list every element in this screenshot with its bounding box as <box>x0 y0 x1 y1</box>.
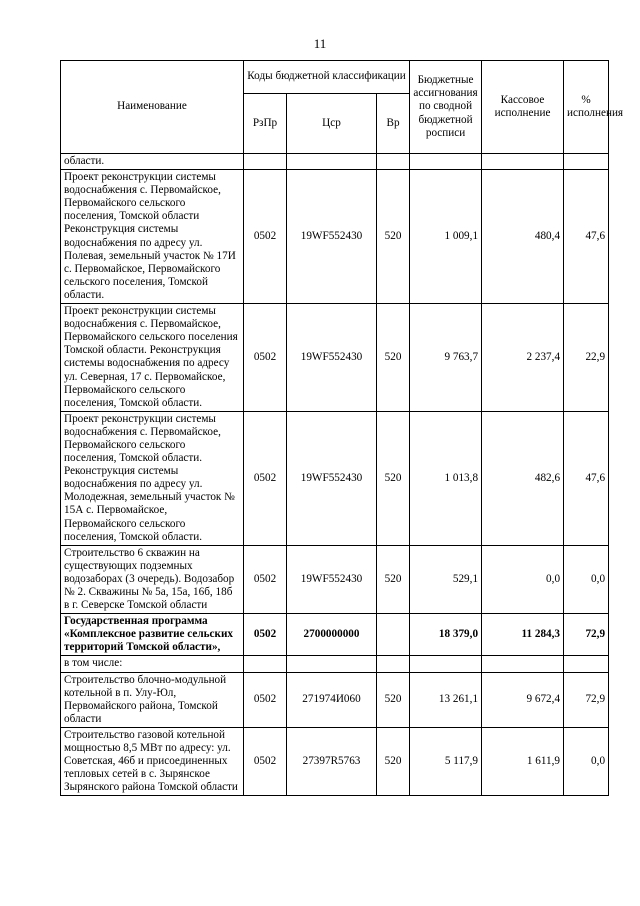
row-cash: 0,0 <box>482 545 564 613</box>
row-csr: 19WF552430 <box>287 304 377 412</box>
row-budget: 529,1 <box>410 545 482 613</box>
row-rzpr: 0502 <box>244 614 287 656</box>
row-name: области. <box>61 154 244 170</box>
table-row-program <box>61 614 609 656</box>
row-vr <box>377 614 410 656</box>
header-budget: Бюджетные ассигнования по сводной бюджетной росписи <box>410 61 482 154</box>
table-row <box>61 170 609 304</box>
row-percent: 0,0 <box>564 545 609 613</box>
budget-table <box>60 60 624 796</box>
row-name: Проект реконструкции системы водоснабжения с. Первомайское, Первомайского сельского поселения, Томской области. Реконструкция системы водоснабжения по адресу ул. Молодежная, земельный участок № 15А с. Первомайское, Первомайского сельского поселения, Томской области. <box>61 411 244 545</box>
row-vr: 520 <box>377 411 410 545</box>
row-vr: 520 <box>377 545 410 613</box>
row-budget: 1 009,1 <box>410 170 482 304</box>
row-rzpr: 0502 <box>244 170 287 304</box>
table-row <box>61 672 609 727</box>
row-vr: 520 <box>377 304 410 412</box>
row-name: Проект реконструкции системы водоснабжения с. Первомайское, Первомайского сельского поселения Томской области. Реконструкция системы водоснабжения по адресу ул. Северная, 17 с. Первомайское, Первомайского сельского поселения, Томской области. <box>61 304 244 412</box>
header-percent: % исполнения <box>564 61 609 154</box>
table-row <box>61 304 609 412</box>
header-row <box>61 61 609 94</box>
row-percent: 47,6 <box>564 411 609 545</box>
row-csr <box>287 154 377 170</box>
row-name: в том числе: <box>61 656 244 672</box>
row-rzpr <box>244 656 287 672</box>
row-rzpr <box>244 154 287 170</box>
header-codes: Коды бюджетной классификации <box>244 61 410 94</box>
header-vr: Вр <box>377 94 410 154</box>
row-percent <box>564 656 609 672</box>
table-row <box>61 154 609 170</box>
row-cash: 482,6 <box>482 411 564 545</box>
row-budget: 5 117,9 <box>410 727 482 795</box>
row-rzpr: 0502 <box>244 304 287 412</box>
header-csr: Цср <box>287 94 377 154</box>
row-csr: 19WF552430 <box>287 170 377 304</box>
row-name: Строительство 6 скважин на существующих подземных водозаборах (3 очередь). Водозабор № 2. Скважины № 5а, 15а, 16б, 18б в г. Северске Томской области <box>61 545 244 613</box>
row-name: Государственная программа «Комплексное развитие сельских территорий Томской области», <box>61 614 244 656</box>
row-percent: 22,9 <box>564 304 609 412</box>
row-rzpr: 0502 <box>244 727 287 795</box>
row-vr: 520 <box>377 170 410 304</box>
page-number: 11 <box>313 36 327 51</box>
row-csr <box>287 656 377 672</box>
table-row <box>61 656 609 672</box>
table-row <box>61 545 609 613</box>
row-csr: 2700000000 <box>287 614 377 656</box>
row-budget: 18 379,0 <box>410 614 482 656</box>
header-cash: Кассовое исполнение <box>482 61 564 154</box>
row-vr <box>377 154 410 170</box>
table-row <box>61 727 609 795</box>
row-name: Строительство блочно-модульной котельной в п. Улу-Юл, Первомайского района, Томской области <box>61 672 244 727</box>
row-cash <box>482 154 564 170</box>
row-cash: 11 284,3 <box>482 614 564 656</box>
row-percent: 72,9 <box>564 672 609 727</box>
row-cash: 2 237,4 <box>482 304 564 412</box>
row-name: Строительство газовой котельной мощностью 8,5 МВт по адресу: ул. Советская, 46б и присоединенных тепловых сетей в с. Зырянское Зырянского района Томской области <box>61 727 244 795</box>
row-percent: 47,6 <box>564 170 609 304</box>
header-name: Наименование <box>61 61 244 154</box>
row-budget: 9 763,7 <box>410 304 482 412</box>
row-percent: 0,0 <box>564 727 609 795</box>
row-cash: 480,4 <box>482 170 564 304</box>
row-csr: 19WF552430 <box>287 411 377 545</box>
row-budget <box>410 154 482 170</box>
row-vr: 520 <box>377 672 410 727</box>
row-csr: 271974И060 <box>287 672 377 727</box>
row-cash <box>482 656 564 672</box>
row-rzpr: 0502 <box>244 545 287 613</box>
row-cash: 9 672,4 <box>482 672 564 727</box>
row-vr <box>377 656 410 672</box>
row-vr: 520 <box>377 727 410 795</box>
row-percent: 72,9 <box>564 614 609 656</box>
row-percent <box>564 154 609 170</box>
row-name: Проект реконструкции системы водоснабжения с. Первомайское, Первомайского сельского поселения, Томской области Реконструкция системы водоснабжения по адресу ул. Полевая, земельный участок № 17И с. Первомайское, Первомайского сельского поселения, Томской области. <box>61 170 244 304</box>
row-cash: 1 611,9 <box>482 727 564 795</box>
row-rzpr: 0502 <box>244 672 287 727</box>
row-budget: 13 261,1 <box>410 672 482 727</box>
row-csr: 19WF552430 <box>287 545 377 613</box>
row-rzpr: 0502 <box>244 411 287 545</box>
row-budget: 1 013,8 <box>410 411 482 545</box>
row-budget <box>410 656 482 672</box>
row-csr: 27397R5763 <box>287 727 377 795</box>
table-row <box>61 411 609 545</box>
header-rzpr: РзПр <box>244 94 287 154</box>
